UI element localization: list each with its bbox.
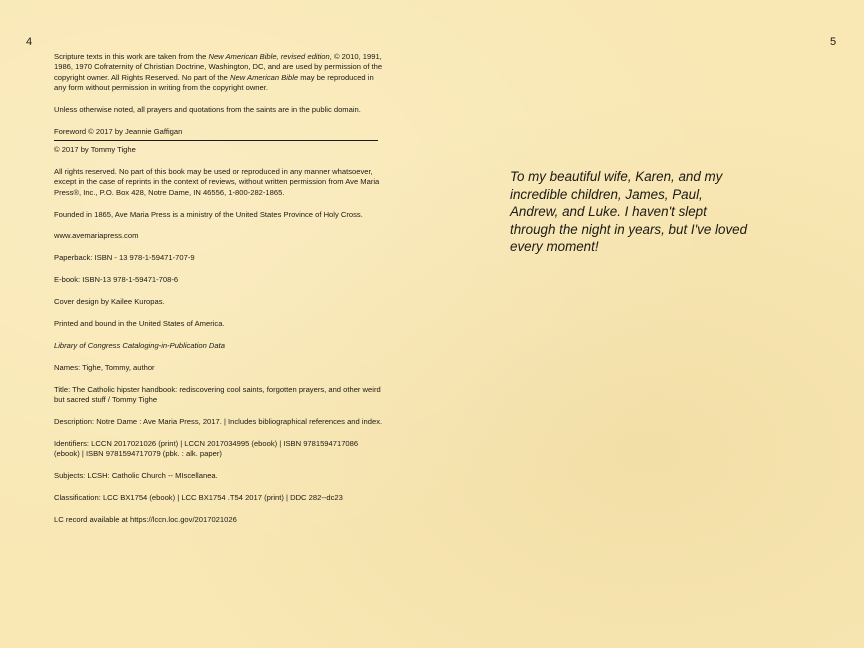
loc-header	[54, 341, 384, 351]
cover-design-credit: Cover design by Kailee Kuropas.	[54, 297, 165, 307]
cip-description: Description: Notre Dame : Ave Maria Press, 2017. | Includes bibliographical references and index.	[54, 417, 383, 427]
cip-identifiers: Identifiers: LCCN 2017021026 (print) | LCCN 2017034995 (ebook) | ISBN 9781594717086 (ebook) | ISBN 9781594717079 (pbk. : alk. paper)	[54, 439, 359, 459]
scripture-notice	[54, 52, 384, 94]
printed-notice: Printed and bound in the United States of America.	[54, 319, 225, 329]
publisher-website: www.avemariapress.com	[54, 231, 139, 241]
copyright-page	[54, 52, 384, 537]
page-number-left: 4	[26, 36, 33, 48]
loc-header-text: Library of Congress Cataloging-in-Publication Data	[54, 341, 225, 350]
dedication-text: To my beautiful wife, Karen, and my incredible children, James, Paul, Andrew, and Luke. I haven't slept through the night in years, but I've loved every moment!	[510, 169, 748, 254]
foreword-credit: Foreword © 2017 by Jeannie Gaffigan	[54, 127, 183, 137]
cip-names: Names: Tighe, Tommy, author	[54, 362, 155, 372]
bible-title: New American Bible	[230, 72, 299, 82]
page-number-right: 5	[830, 36, 837, 48]
bible-title: New American Bible, revised edition,	[208, 52, 332, 61]
author-copyright: © 2017 by Tommy Tighe	[54, 144, 136, 154]
ebook-isbn: E-book: ISBN-13 978-1-59471-708-6	[54, 275, 179, 285]
scripture-notice-text: Scripture texts in this work are taken from the	[54, 52, 209, 61]
cip-title: Title: The Catholic hipster handbook: rediscovering cool saints, forgotten prayers, and other weird but sacred stuff / Tommy Tighe	[54, 384, 381, 405]
cip-subjects: Subjects: LCSH: Catholic Church -- MIscellanea.	[54, 471, 218, 481]
divider-rule	[54, 140, 378, 141]
publisher-founded: Founded in 1865, Ave Maria Press is a ministry of the United States Province of Holy Cross.	[54, 209, 363, 219]
lc-record: LC record available at https://lccn.loc.gov/2017021026	[54, 515, 237, 525]
scripture-notice-text: © 2010, 1991, 1986, 1970 Cofraternity of Christian Doctrine, Washington, DC, and are used by permission of the copyright owner. All Rights Reserved. No part of the	[54, 52, 383, 82]
paperback-isbn: Paperback: ISBN - 13 978-1-59471-707-9	[54, 253, 195, 263]
scripture-notice-text: may be reproduced in any form without permission in writing from the copyright owner.	[54, 72, 374, 93]
cip-classification: Classification: LCC BX1754 (ebook) | LCC BX1754 .T54 2017 (print) | DDC 282--dc23	[54, 493, 343, 503]
rights-notice: All rights reserved. No part of this book may be used or reproduced in any manner whatsoever, except in the case of reprints in the context of reviews, without written permission from Ave Maria Press®, Inc., P.O. Box 428, Notre Dame, IN 46556, 1-800-282-1865.	[54, 166, 380, 197]
prayers-notice: Unless otherwise noted, all prayers and quotations from the saints are in the public domain.	[54, 105, 361, 115]
